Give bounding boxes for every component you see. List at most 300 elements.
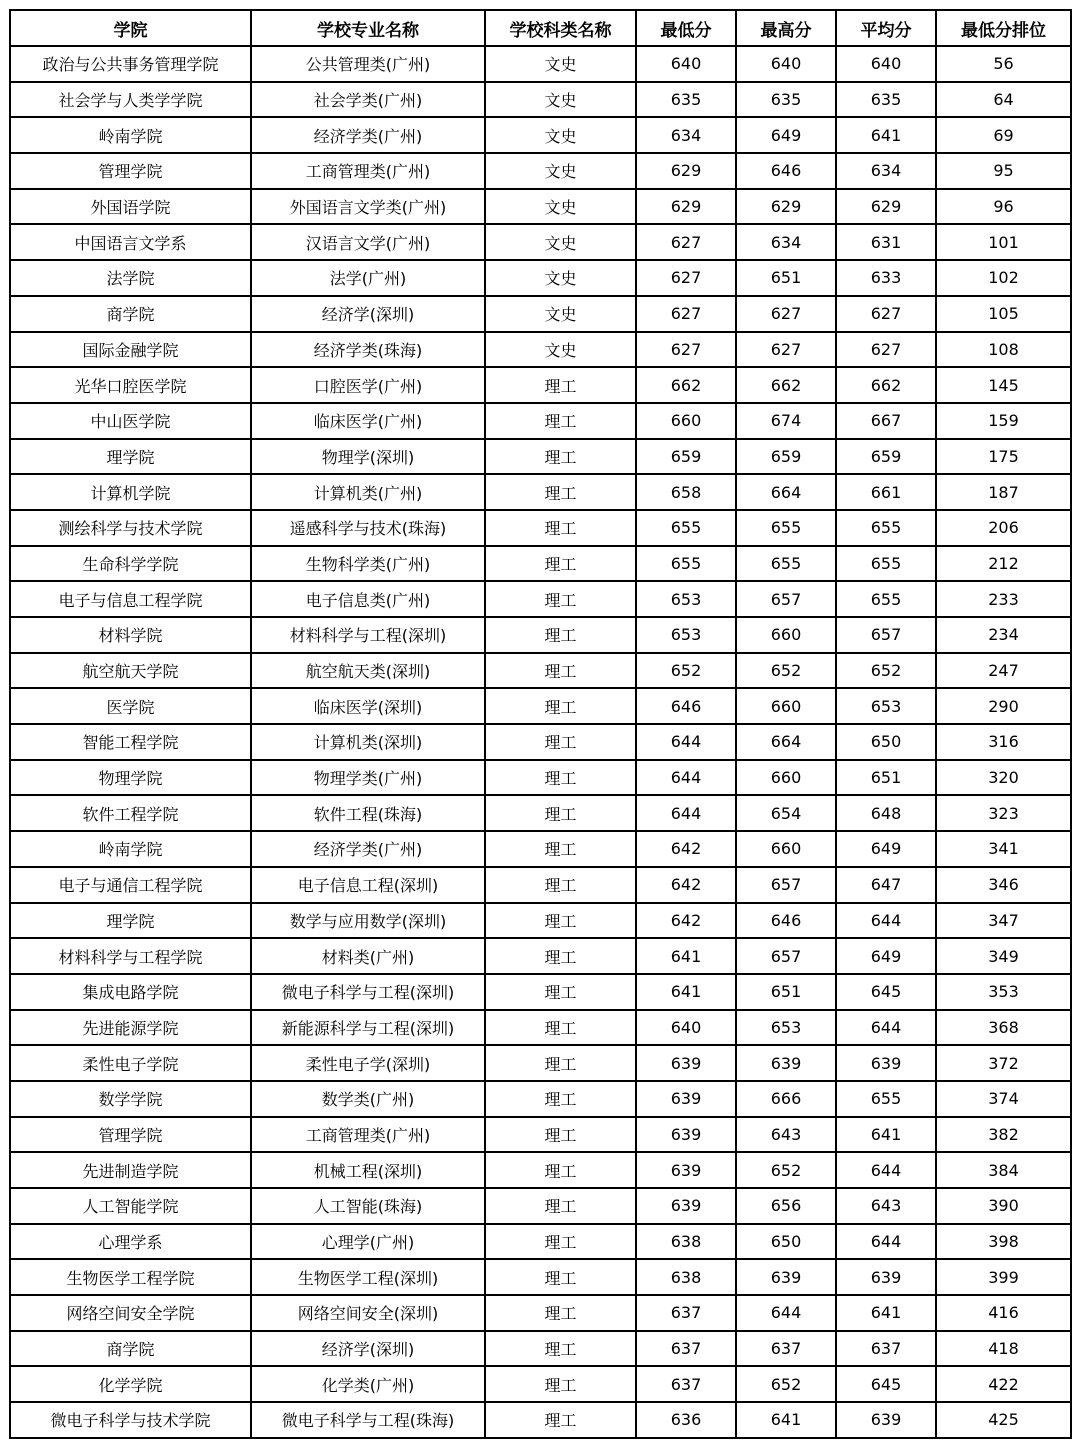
table-row — [10, 617, 1071, 653]
cell-min-rank: 372 — [936, 1045, 1071, 1081]
cell-college: 计算机学院 — [10, 474, 251, 510]
cell-max-score: 654 — [736, 795, 836, 831]
cell-min-score: 637 — [636, 1295, 736, 1331]
table-row — [10, 653, 1071, 689]
cell-avg-score: 657 — [836, 617, 936, 653]
cell-min-score: 642 — [636, 831, 736, 867]
cell-subject-category: 理工 — [485, 653, 636, 689]
cell-max-score: 627 — [736, 332, 836, 368]
cell-avg-score: 652 — [836, 653, 936, 689]
cell-major-name: 计算机类(广州) — [251, 474, 485, 510]
table-row — [10, 260, 1071, 296]
cell-min-score: 629 — [636, 189, 736, 225]
cell-min-rank: 416 — [936, 1295, 1071, 1331]
cell-min-rank: 323 — [936, 795, 1071, 831]
cell-min-rank: 398 — [936, 1224, 1071, 1260]
cell-min-rank: 418 — [936, 1331, 1071, 1367]
cell-major-name: 航空航天类(深圳) — [251, 653, 485, 689]
cell-avg-score: 650 — [836, 724, 936, 760]
cell-min-score: 642 — [636, 903, 736, 939]
header-min-score: 最低分 — [636, 10, 736, 46]
table-row — [10, 688, 1071, 724]
cell-avg-score: 644 — [836, 1152, 936, 1188]
cell-subject-category: 理工 — [485, 1152, 636, 1188]
cell-min-score: 640 — [636, 1010, 736, 1046]
cell-subject-category: 理工 — [485, 1045, 636, 1081]
cell-min-score: 637 — [636, 1366, 736, 1402]
table-row — [10, 974, 1071, 1010]
cell-college: 外国语学院 — [10, 189, 251, 225]
cell-major-name: 机械工程(深圳) — [251, 1152, 485, 1188]
cell-college: 社会学与人类学学院 — [10, 82, 251, 118]
table-row — [10, 760, 1071, 796]
cell-college: 中国语言文学系 — [10, 224, 251, 260]
cell-max-score: 629 — [736, 189, 836, 225]
cell-min-rank: 145 — [936, 367, 1071, 403]
cell-max-score: 640 — [736, 46, 836, 82]
cell-min-score: 639 — [636, 1152, 736, 1188]
table-row — [10, 1295, 1071, 1331]
cell-major-name: 口腔医学(广州) — [251, 367, 485, 403]
cell-college: 法学院 — [10, 260, 251, 296]
table-row — [10, 403, 1071, 439]
cell-min-score: 642 — [636, 867, 736, 903]
cell-min-score: 637 — [636, 1331, 736, 1367]
cell-avg-score: 637 — [836, 1331, 936, 1367]
cell-major-name: 经济学类(广州) — [251, 117, 485, 153]
cell-subject-category: 理工 — [485, 403, 636, 439]
cell-major-name: 人工智能(珠海) — [251, 1188, 485, 1224]
cell-subject-category: 理工 — [485, 1117, 636, 1153]
cell-subject-category: 文史 — [485, 224, 636, 260]
cell-min-rank: 349 — [936, 938, 1071, 974]
cell-max-score: 649 — [736, 117, 836, 153]
cell-min-score: 627 — [636, 224, 736, 260]
table-row — [10, 581, 1071, 617]
header-major-name: 学校专业名称 — [251, 10, 485, 46]
cell-min-rank: 353 — [936, 974, 1071, 1010]
header-college: 学院 — [10, 10, 251, 46]
cell-subject-category: 理工 — [485, 903, 636, 939]
cell-min-rank: 290 — [936, 688, 1071, 724]
cell-max-score: 646 — [736, 153, 836, 189]
cell-min-score: 638 — [636, 1259, 736, 1295]
cell-college: 管理学院 — [10, 153, 251, 189]
cell-min-score: 653 — [636, 581, 736, 617]
cell-min-rank: 105 — [936, 296, 1071, 332]
cell-min-rank: 56 — [936, 46, 1071, 82]
cell-major-name: 心理学(广州) — [251, 1224, 485, 1260]
table-row — [10, 724, 1071, 760]
cell-min-rank: 64 — [936, 82, 1071, 118]
table-row — [10, 367, 1071, 403]
cell-subject-category: 理工 — [485, 1010, 636, 1046]
cell-avg-score: 641 — [836, 1295, 936, 1331]
cell-major-name: 生物医学工程(深圳) — [251, 1259, 485, 1295]
cell-subject-category: 理工 — [485, 1295, 636, 1331]
cell-avg-score: 633 — [836, 260, 936, 296]
cell-major-name: 材料科学与工程(深圳) — [251, 617, 485, 653]
cell-min-rank: 96 — [936, 189, 1071, 225]
table-row — [10, 332, 1071, 368]
cell-college: 理学院 — [10, 439, 251, 475]
table-row — [10, 1331, 1071, 1367]
cell-subject-category: 理工 — [485, 617, 636, 653]
cell-min-score: 639 — [636, 1117, 736, 1153]
cell-avg-score: 651 — [836, 760, 936, 796]
table-row — [10, 474, 1071, 510]
cell-avg-score: 641 — [836, 117, 936, 153]
cell-major-name: 电子信息类(广州) — [251, 581, 485, 617]
cell-subject-category: 理工 — [485, 439, 636, 475]
cell-max-score: 637 — [736, 1331, 836, 1367]
table-row — [10, 1010, 1071, 1046]
cell-max-score: 657 — [736, 867, 836, 903]
cell-subject-category: 理工 — [485, 1188, 636, 1224]
cell-subject-category: 理工 — [485, 760, 636, 796]
cell-max-score: 643 — [736, 1117, 836, 1153]
cell-college: 航空航天学院 — [10, 653, 251, 689]
cell-avg-score: 641 — [836, 1117, 936, 1153]
cell-subject-category: 理工 — [485, 831, 636, 867]
cell-college: 生命科学学院 — [10, 546, 251, 582]
cell-min-score: 627 — [636, 260, 736, 296]
cell-min-rank: 206 — [936, 510, 1071, 546]
cell-min-score: 639 — [636, 1081, 736, 1117]
cell-college: 理学院 — [10, 903, 251, 939]
cell-major-name: 电子信息工程(深圳) — [251, 867, 485, 903]
cell-college: 中山医学院 — [10, 403, 251, 439]
cell-avg-score: 649 — [836, 938, 936, 974]
cell-max-score: 660 — [736, 760, 836, 796]
cell-max-score: 656 — [736, 1188, 836, 1224]
cell-subject-category: 文史 — [485, 260, 636, 296]
cell-min-rank: 382 — [936, 1117, 1071, 1153]
cell-min-score: 644 — [636, 795, 736, 831]
cell-subject-category: 理工 — [485, 546, 636, 582]
cell-avg-score: 645 — [836, 974, 936, 1010]
cell-max-score: 652 — [736, 1366, 836, 1402]
table-row — [10, 831, 1071, 867]
cell-avg-score: 655 — [836, 546, 936, 582]
cell-min-score: 641 — [636, 938, 736, 974]
cell-college: 商学院 — [10, 296, 251, 332]
cell-college: 光华口腔医学院 — [10, 367, 251, 403]
table-row — [10, 1081, 1071, 1117]
cell-subject-category: 理工 — [485, 724, 636, 760]
cell-subject-category: 理工 — [485, 1402, 636, 1438]
cell-max-score: 650 — [736, 1224, 836, 1260]
cell-college: 材料科学与工程学院 — [10, 938, 251, 974]
cell-avg-score: 649 — [836, 831, 936, 867]
cell-major-name: 社会学类(广州) — [251, 82, 485, 118]
cell-max-score: 651 — [736, 260, 836, 296]
cell-major-name: 软件工程(珠海) — [251, 795, 485, 831]
table-row — [10, 1402, 1071, 1438]
cell-avg-score: 661 — [836, 474, 936, 510]
cell-min-score: 644 — [636, 760, 736, 796]
table-row — [10, 938, 1071, 974]
cell-min-score: 655 — [636, 546, 736, 582]
table-row — [10, 46, 1071, 82]
cell-min-score: 641 — [636, 974, 736, 1010]
table-row — [10, 1188, 1071, 1224]
cell-min-rank: 108 — [936, 332, 1071, 368]
cell-subject-category: 理工 — [485, 938, 636, 974]
cell-major-name: 材料类(广州) — [251, 938, 485, 974]
cell-min-score: 655 — [636, 510, 736, 546]
cell-min-score: 639 — [636, 1188, 736, 1224]
cell-subject-category: 文史 — [485, 46, 636, 82]
cell-major-name: 柔性电子学(深圳) — [251, 1045, 485, 1081]
cell-college: 物理学院 — [10, 760, 251, 796]
header-max-score: 最高分 — [736, 10, 836, 46]
cell-avg-score: 627 — [836, 296, 936, 332]
cell-min-score: 652 — [636, 653, 736, 689]
cell-max-score: 634 — [736, 224, 836, 260]
cell-min-score: 638 — [636, 1224, 736, 1260]
table-row — [10, 867, 1071, 903]
cell-major-name: 临床医学(深圳) — [251, 688, 485, 724]
cell-min-rank: 346 — [936, 867, 1071, 903]
cell-max-score: 666 — [736, 1081, 836, 1117]
cell-max-score: 627 — [736, 296, 836, 332]
table-row — [10, 1152, 1071, 1188]
cell-avg-score: 648 — [836, 795, 936, 831]
cell-avg-score: 631 — [836, 224, 936, 260]
header-min-rank: 最低分排位 — [936, 10, 1071, 46]
table-row — [10, 224, 1071, 260]
cell-min-rank: 425 — [936, 1402, 1071, 1438]
cell-subject-category: 文史 — [485, 296, 636, 332]
cell-college: 微电子科学与技术学院 — [10, 1402, 251, 1438]
table-row — [10, 1366, 1071, 1402]
cell-min-rank: 374 — [936, 1081, 1071, 1117]
table-row — [10, 903, 1071, 939]
header-subject-category: 学校科类名称 — [485, 10, 636, 46]
cell-subject-category: 文史 — [485, 117, 636, 153]
cell-subject-category: 理工 — [485, 1081, 636, 1117]
table-row — [10, 1259, 1071, 1295]
cell-avg-score: 655 — [836, 510, 936, 546]
cell-avg-score: 644 — [836, 1224, 936, 1260]
cell-subject-category: 文史 — [485, 153, 636, 189]
cell-college: 测绘科学与技术学院 — [10, 510, 251, 546]
cell-min-score: 644 — [636, 724, 736, 760]
cell-min-score: 662 — [636, 367, 736, 403]
cell-subject-category: 理工 — [485, 974, 636, 1010]
cell-avg-score: 667 — [836, 403, 936, 439]
cell-college: 集成电路学院 — [10, 974, 251, 1010]
cell-min-rank: 159 — [936, 403, 1071, 439]
cell-college: 电子与信息工程学院 — [10, 581, 251, 617]
cell-min-rank: 316 — [936, 724, 1071, 760]
cell-major-name: 法学(广州) — [251, 260, 485, 296]
cell-avg-score: 659 — [836, 439, 936, 475]
cell-major-name: 物理学类(广州) — [251, 760, 485, 796]
cell-major-name: 数学类(广州) — [251, 1081, 485, 1117]
cell-max-score: 635 — [736, 82, 836, 118]
cell-min-score: 658 — [636, 474, 736, 510]
cell-subject-category: 理工 — [485, 510, 636, 546]
cell-subject-category: 文史 — [485, 82, 636, 118]
cell-college: 岭南学院 — [10, 117, 251, 153]
cell-min-rank: 212 — [936, 546, 1071, 582]
cell-min-rank: 69 — [936, 117, 1071, 153]
cell-subject-category: 理工 — [485, 1331, 636, 1367]
cell-college: 电子与通信工程学院 — [10, 867, 251, 903]
cell-max-score: 660 — [736, 617, 836, 653]
cell-subject-category: 理工 — [485, 795, 636, 831]
table-row — [10, 439, 1071, 475]
cell-college: 先进能源学院 — [10, 1010, 251, 1046]
cell-min-score: 660 — [636, 403, 736, 439]
cell-min-score: 629 — [636, 153, 736, 189]
cell-max-score: 660 — [736, 831, 836, 867]
cell-major-name: 化学类(广州) — [251, 1366, 485, 1402]
cell-major-name: 临床医学(广州) — [251, 403, 485, 439]
cell-avg-score: 634 — [836, 153, 936, 189]
cell-major-name: 公共管理类(广州) — [251, 46, 485, 82]
header-avg-score: 平均分 — [836, 10, 936, 46]
cell-college: 软件工程学院 — [10, 795, 251, 831]
header-row — [10, 10, 1071, 46]
cell-avg-score: 655 — [836, 1081, 936, 1117]
cell-min-rank: 390 — [936, 1188, 1071, 1224]
cell-subject-category: 理工 — [485, 1259, 636, 1295]
cell-college: 心理学系 — [10, 1224, 251, 1260]
cell-college: 人工智能学院 — [10, 1188, 251, 1224]
cell-major-name: 外国语言文学类(广州) — [251, 189, 485, 225]
cell-avg-score: 629 — [836, 189, 936, 225]
cell-avg-score: 662 — [836, 367, 936, 403]
table-row — [10, 117, 1071, 153]
cell-avg-score: 639 — [836, 1402, 936, 1438]
cell-min-rank: 175 — [936, 439, 1071, 475]
table-row — [10, 82, 1071, 118]
cell-major-name: 经济学(深圳) — [251, 1331, 485, 1367]
cell-min-score: 635 — [636, 82, 736, 118]
cell-major-name: 汉语言文学(广州) — [251, 224, 485, 260]
cell-major-name: 经济学类(珠海) — [251, 332, 485, 368]
table-row — [10, 1224, 1071, 1260]
cell-min-rank: 234 — [936, 617, 1071, 653]
cell-avg-score: 644 — [836, 1010, 936, 1046]
table-row — [10, 1117, 1071, 1153]
cell-college: 国际金融学院 — [10, 332, 251, 368]
table-row — [10, 296, 1071, 332]
cell-subject-category: 理工 — [485, 1366, 636, 1402]
cell-college: 材料学院 — [10, 617, 251, 653]
cell-avg-score: 653 — [836, 688, 936, 724]
cell-major-name: 计算机类(深圳) — [251, 724, 485, 760]
cell-major-name: 微电子科学与工程(深圳) — [251, 974, 485, 1010]
table-row — [10, 153, 1071, 189]
cell-major-name: 网络空间安全(深圳) — [251, 1295, 485, 1331]
cell-min-rank: 384 — [936, 1152, 1071, 1188]
cell-min-score: 627 — [636, 332, 736, 368]
cell-max-score: 639 — [736, 1045, 836, 1081]
cell-avg-score: 639 — [836, 1045, 936, 1081]
cell-min-rank: 95 — [936, 153, 1071, 189]
cell-college: 数学学院 — [10, 1081, 251, 1117]
cell-min-score: 646 — [636, 688, 736, 724]
cell-min-score: 640 — [636, 46, 736, 82]
cell-max-score: 657 — [736, 581, 836, 617]
cell-college: 生物医学工程学院 — [10, 1259, 251, 1295]
cell-major-name: 经济学类(广州) — [251, 831, 485, 867]
cell-subject-category: 理工 — [485, 867, 636, 903]
cell-major-name: 物理学(深圳) — [251, 439, 485, 475]
cell-college: 岭南学院 — [10, 831, 251, 867]
cell-max-score: 641 — [736, 1402, 836, 1438]
cell-major-name: 微电子科学与工程(珠海) — [251, 1402, 485, 1438]
cell-max-score: 651 — [736, 974, 836, 1010]
cell-min-rank: 320 — [936, 760, 1071, 796]
cell-max-score: 639 — [736, 1259, 836, 1295]
cell-college: 政治与公共事务管理学院 — [10, 46, 251, 82]
cell-max-score: 660 — [736, 688, 836, 724]
cell-min-score: 636 — [636, 1402, 736, 1438]
cell-subject-category: 文史 — [485, 189, 636, 225]
cell-min-score: 627 — [636, 296, 736, 332]
cell-avg-score: 639 — [836, 1259, 936, 1295]
cell-min-score: 653 — [636, 617, 736, 653]
cell-college: 先进制造学院 — [10, 1152, 251, 1188]
cell-max-score: 664 — [736, 724, 836, 760]
cell-subject-category: 理工 — [485, 1224, 636, 1260]
cell-avg-score: 647 — [836, 867, 936, 903]
cell-college: 商学院 — [10, 1331, 251, 1367]
cell-subject-category: 文史 — [485, 332, 636, 368]
cell-min-score: 659 — [636, 439, 736, 475]
cell-max-score: 659 — [736, 439, 836, 475]
cell-college: 柔性电子学院 — [10, 1045, 251, 1081]
cell-min-rank: 422 — [936, 1366, 1071, 1402]
cell-avg-score: 627 — [836, 332, 936, 368]
cell-major-name: 遥感科学与技术(珠海) — [251, 510, 485, 546]
cell-college: 网络空间安全学院 — [10, 1295, 251, 1331]
cell-min-rank: 399 — [936, 1259, 1071, 1295]
table-row — [10, 1045, 1071, 1081]
cell-max-score: 655 — [736, 546, 836, 582]
cell-subject-category: 理工 — [485, 474, 636, 510]
cell-max-score: 662 — [736, 367, 836, 403]
cell-max-score: 655 — [736, 510, 836, 546]
table-row — [10, 189, 1071, 225]
cell-major-name: 工商管理类(广州) — [251, 153, 485, 189]
cell-min-rank: 347 — [936, 903, 1071, 939]
cell-max-score: 674 — [736, 403, 836, 439]
cell-min-score: 639 — [636, 1045, 736, 1081]
cell-max-score: 644 — [736, 1295, 836, 1331]
cell-major-name: 经济学(深圳) — [251, 296, 485, 332]
cell-min-rank: 341 — [936, 831, 1071, 867]
cell-min-rank: 101 — [936, 224, 1071, 260]
cell-college: 化学学院 — [10, 1366, 251, 1402]
cell-avg-score: 640 — [836, 46, 936, 82]
cell-max-score: 653 — [736, 1010, 836, 1046]
cell-min-rank: 368 — [936, 1010, 1071, 1046]
cell-college: 管理学院 — [10, 1117, 251, 1153]
cell-avg-score: 644 — [836, 903, 936, 939]
cell-major-name: 新能源科学与工程(深圳) — [251, 1010, 485, 1046]
cell-min-score: 634 — [636, 117, 736, 153]
cell-avg-score: 643 — [836, 1188, 936, 1224]
cell-max-score: 657 — [736, 938, 836, 974]
cell-max-score: 664 — [736, 474, 836, 510]
cell-major-name: 生物科学类(广州) — [251, 546, 485, 582]
